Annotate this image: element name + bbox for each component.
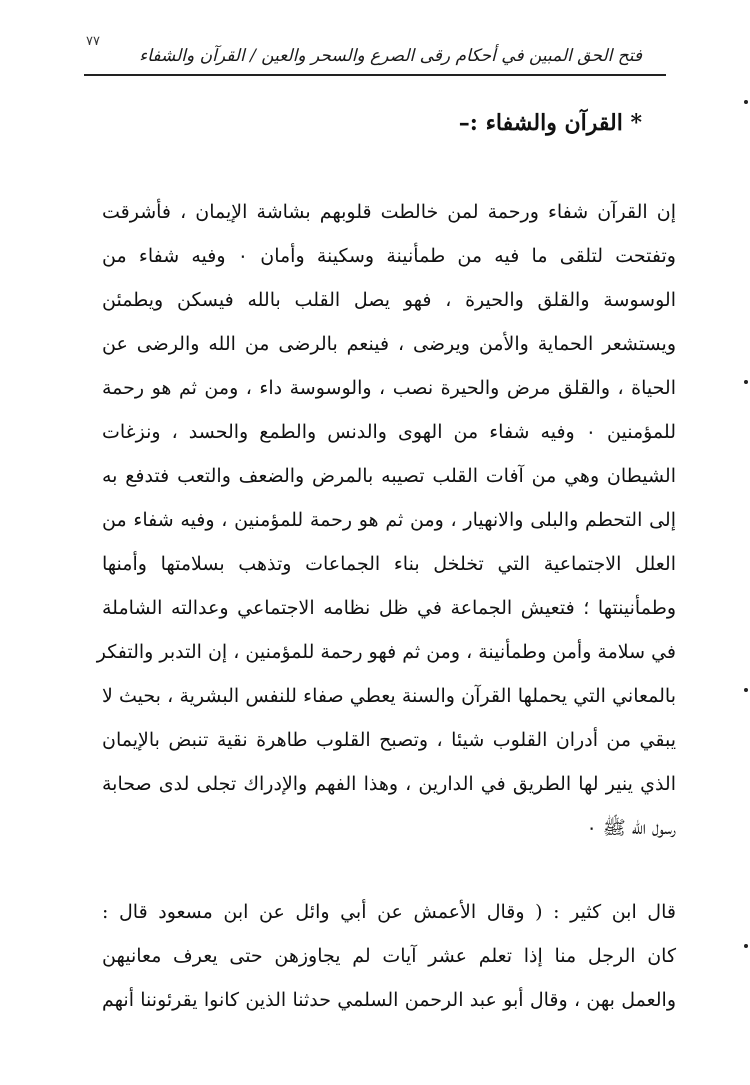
paragraph-line: وطمأنينتها ؛ فتعيش الجماعة في ظل نظامه الاجتماعي وعدالته الشاملة xyxy=(102,597,676,619)
paragraph-line: إن القرآن شفاء ورحمة لمن خالطت قلوبهم بشاشة الإيمان ، فأشرقت xyxy=(102,201,676,223)
section-heading: * القرآن والشفاء :– xyxy=(458,110,642,136)
paragraph-line: كان الرجل منا إذا تعلم عشر آيات لم يجاوزهن حتى يعرف معانيهن xyxy=(102,945,676,967)
quote-paragraph xyxy=(102,890,676,1022)
margin-punch-mark xyxy=(744,380,748,384)
paragraph-line: الذي ينير لها الطريق في الدارين ، وهذا الفهم والإدراك تجلى لدى صحابة xyxy=(102,773,676,795)
paragraph-line: في سلامة وأمن وطمأنينة ، ومن ثم فهو رحمة للمؤمنين ، إن التدبر والتفكر xyxy=(96,641,676,663)
margin-punch-mark xyxy=(744,944,748,948)
paragraph-line: الوسوسة والقلق والحيرة ، فهو يصل القلب بالله فيسكن ويطمئن xyxy=(102,289,676,311)
paragraph-line: للمؤمنين ٠ وفيه شفاء من الهوى والدنس والطمع والحسد ، ونزغات xyxy=(102,421,676,443)
paragraph-line: الشيطان وهي من آفات القلب تصيبه بالمرض والضعف والتعب فتدفع به xyxy=(102,465,676,487)
paragraph-line: رسول الله ﷺ ٠ xyxy=(586,817,676,839)
paragraph-line: الحياة ، والقلق مرض والحيرة نصب ، والوسوسة داء ، ومن ثم هو رحمة xyxy=(102,377,676,399)
paragraph-line: والعمل بهن ، وقال أبو عبد الرحمن السلمي حدثنا الذين كانوا يقرئوننا أنهم xyxy=(102,989,676,1011)
paragraph-line: يبقي من أدران القلوب شيئا ، وتصبح القلوب طاهرة نقية تنبض بالإيمان xyxy=(102,729,676,751)
margin-punch-mark xyxy=(744,688,748,692)
header-divider xyxy=(84,74,666,76)
paragraph-line: وتفتحت لتلقى ما فيه من طمأنينة وسكينة وأمان ٠ وفيه شفاء من xyxy=(102,245,676,267)
paragraph-line: قال ابن كثير : ( وقال الأعمش عن أبي وائل عن ابن مسعود قال : xyxy=(102,901,676,923)
paragraph-line: ويستشعر الحماية والأمن ويرضى ، فينعم بالرضى من الله والرضى عن xyxy=(102,333,676,355)
page-number: ٧٧ xyxy=(86,34,100,49)
paragraph-line: بالمعاني التي يحملها القرآن والسنة يعطي صفاء للنفس البشرية ، بحيث لا xyxy=(102,685,676,707)
paragraph-line: إلى التحطم والبلى والانهيار ، ومن ثم هو رحمة للمؤمنين ، وفيه شفاء من xyxy=(102,509,676,531)
paragraph-line: العلل الاجتماعية التي تخلخل بناء الجماعات وتذهب بسلامتها وأمنها xyxy=(102,553,676,575)
running-header-title: فتح الحق المبين في أحكام رقى الصرع والسحر والعين / القرآن والشفاء xyxy=(139,46,642,66)
main-paragraph xyxy=(96,190,676,850)
margin-punch-mark xyxy=(744,100,748,104)
